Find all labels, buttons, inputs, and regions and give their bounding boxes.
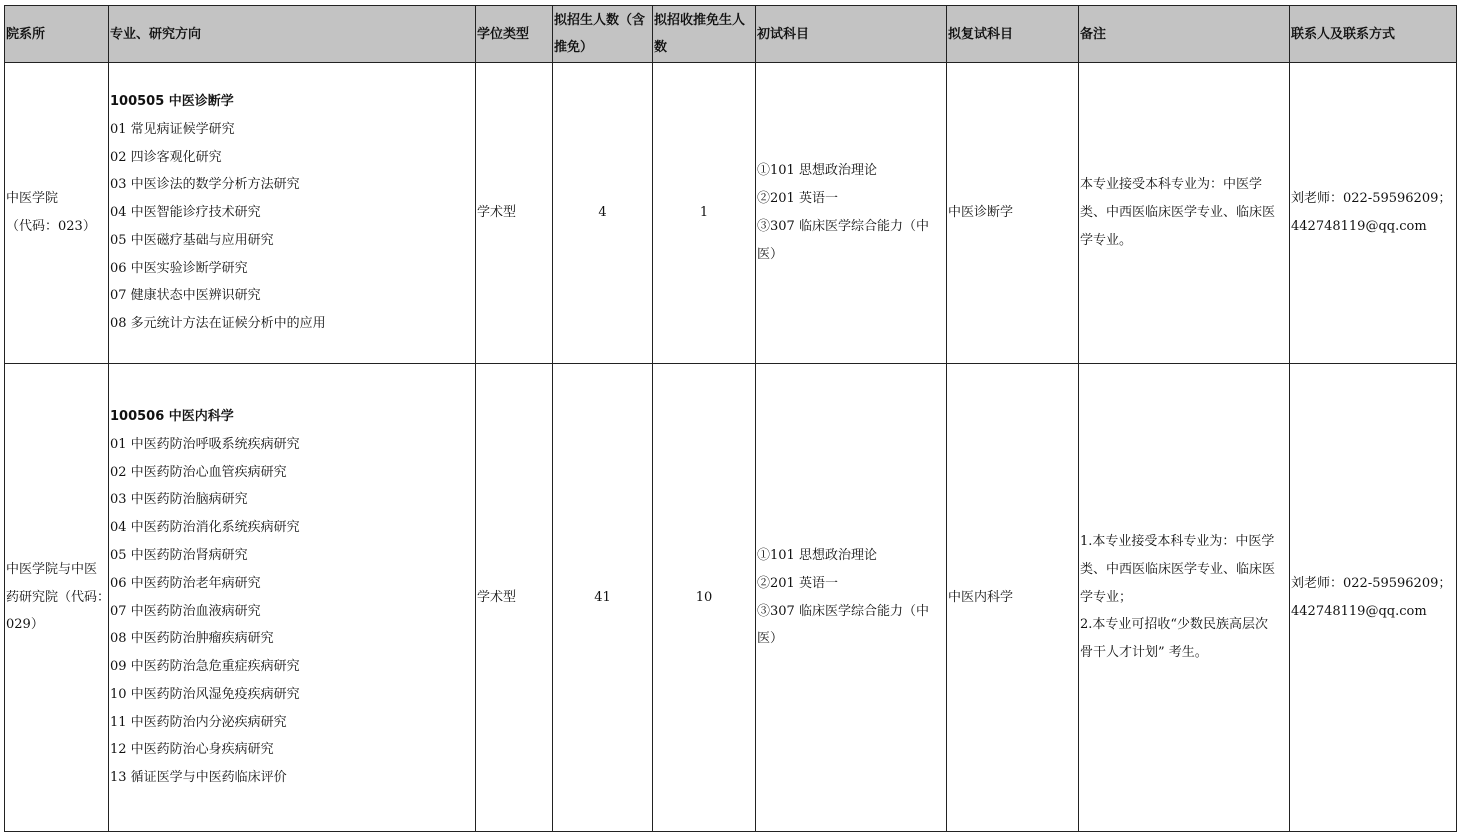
remark-line: 学专业。	[1080, 232, 1133, 248]
remark-line: 类、中西医临床医学专业、临床医	[1080, 561, 1276, 577]
direction-item: 12 中医药防治心身疾病研究	[110, 742, 274, 758]
direction-item: 11 中医药防治内分泌疾病研究	[110, 714, 287, 730]
dept-line: 中医学院与中医	[6, 561, 98, 577]
header-dept: 院系所	[5, 6, 109, 63]
direction-item: 02 四诊客观化研究	[110, 149, 222, 165]
direction-item: 06 中医药防治老年病研究	[110, 575, 261, 591]
exam-line: 医）	[757, 631, 784, 647]
header-row	[5, 6, 1457, 63]
table-row	[5, 63, 1457, 364]
major-title: 100506 中医内科学	[110, 408, 234, 424]
direction-list	[110, 431, 474, 792]
exam-line: ③307 临床医学综合能力（中	[757, 219, 929, 234]
exam-line: ③307 临床医学综合能力（中	[757, 603, 929, 619]
dept-cell	[5, 63, 109, 364]
retest-cell: 中医诊断学	[947, 63, 1079, 364]
contact-line: 442748119@qq.com	[1291, 219, 1427, 234]
remark-line: 骨干人才计划” 考生。	[1080, 645, 1208, 661]
exam-line: 医）	[757, 246, 784, 262]
remark-cell	[1079, 63, 1290, 364]
degree-cell: 学术型	[476, 364, 553, 832]
dept-line: 中医学院	[6, 191, 59, 207]
exam-cell	[756, 364, 947, 832]
direction-item: 04 中医药防治消化系统疾病研究	[110, 520, 300, 536]
direction-item: 13 循证医学与中医药临床评价	[110, 770, 287, 786]
direction-item: 09 中医药防治急危重症疾病研究	[110, 659, 300, 675]
direction-item: 03 中医药防治脑病研究	[110, 492, 248, 508]
direction-item: 07 中医药防治血液病研究	[110, 603, 261, 619]
direction-item: 01 中医药防治呼吸系统疾病研究	[110, 436, 300, 452]
header-remark: 备注	[1079, 6, 1290, 63]
dept-line: （代码：023）	[6, 219, 96, 234]
remark-cell	[1079, 364, 1290, 832]
table-row	[5, 364, 1457, 832]
direction-item: 05 中医药防治肾病研究	[110, 547, 248, 563]
plan-cell: 4	[553, 63, 653, 364]
contact-line: 442748119@qq.com	[1291, 603, 1427, 619]
remark-line: 1.本专业接受本科专业为：中医学	[1080, 534, 1275, 549]
exempt-cell: 10	[653, 364, 756, 832]
direction-item: 06 中医实验诊断学研究	[110, 260, 248, 276]
dept-cell	[5, 364, 109, 832]
exam-line: ②201 英语一	[757, 575, 838, 591]
plan-cell: 41	[553, 364, 653, 832]
header-plan: 拟招生人数（含推免）	[553, 6, 653, 63]
exempt-cell: 1	[653, 63, 756, 364]
header-exempt: 拟招收推免生人数	[653, 6, 756, 63]
direction-list	[110, 116, 474, 338]
remark-line: 2.本专业可招收“少数民族高层次	[1080, 617, 1269, 633]
direction-item: 07 健康状态中医辨识研究	[110, 288, 261, 304]
exam-line: ①101 思想政治理论	[757, 547, 877, 563]
header-retest: 拟复试科目	[947, 6, 1079, 63]
major-cell	[109, 63, 476, 364]
direction-item: 05 中医磁疗基础与应用研究	[110, 232, 274, 248]
dept-line: 药研究院（代码：	[6, 589, 111, 605]
major-title: 100505 中医诊断学	[110, 93, 234, 109]
direction-item: 08 中医药防治肿瘤疾病研究	[110, 631, 274, 647]
direction-item: 01 常见病证候学研究	[110, 121, 235, 137]
direction-item: 04 中医智能诊疗技术研究	[110, 205, 261, 221]
direction-item: 02 中医药防治心血管疾病研究	[110, 464, 287, 480]
header-contact: 联系人及联系方式	[1290, 6, 1457, 63]
remark-line: 学专业；	[1080, 589, 1133, 605]
exam-line: ①101 思想政治理论	[757, 163, 877, 179]
header-degree: 学位类型	[476, 6, 553, 63]
exam-cell	[756, 63, 947, 364]
remark-line: 类、中西医临床医学专业、临床医	[1080, 205, 1276, 221]
dept-line: 029）	[6, 617, 44, 633]
header-exam: 初试科目	[756, 6, 947, 63]
contact-line: 刘老师：022-59596209；	[1291, 191, 1452, 207]
direction-item: 10 中医药防治风湿免疫疾病研究	[110, 686, 300, 702]
contact-line: 刘老师：022-59596209；	[1291, 575, 1452, 591]
retest-cell: 中医内科学	[947, 364, 1079, 832]
major-cell	[109, 364, 476, 832]
exam-line: ②201 英语一	[757, 191, 838, 207]
contact-cell	[1290, 364, 1457, 832]
degree-cell: 学术型	[476, 63, 553, 364]
remark-line: 本专业接受本科专业为：中医学	[1080, 177, 1263, 193]
direction-item: 03 中医诊法的数学分析方法研究	[110, 177, 300, 193]
admissions-table	[4, 5, 1457, 832]
direction-item: 08 多元统计方法在证候分析中的应用	[110, 316, 326, 332]
contact-cell	[1290, 63, 1457, 364]
header-major: 专业、研究方向	[109, 6, 476, 63]
